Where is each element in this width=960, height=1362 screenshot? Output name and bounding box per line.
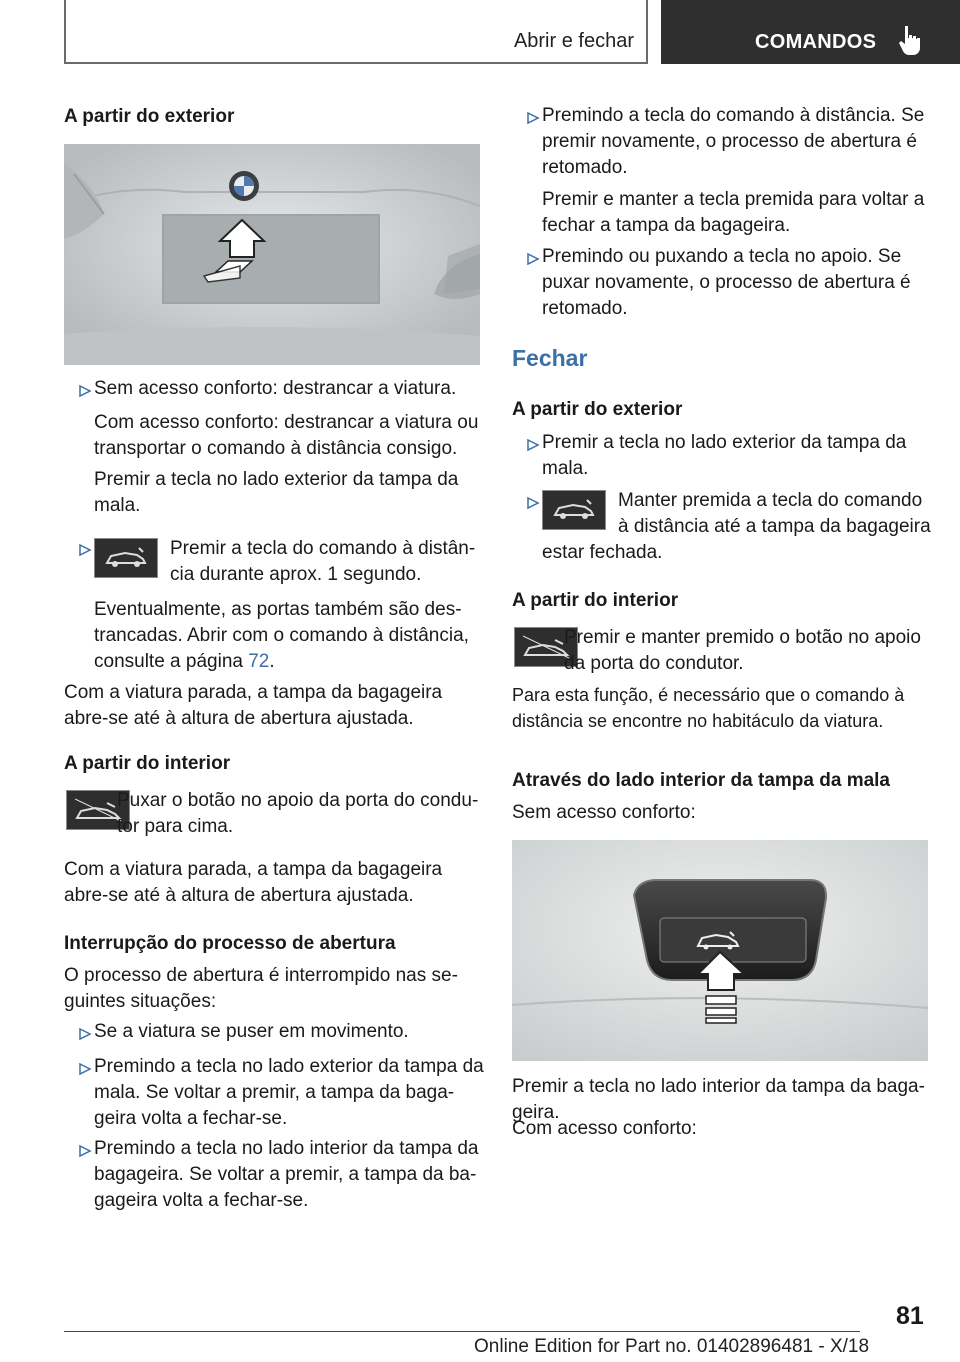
heading-close-from-interior: A partir do interior (512, 590, 679, 611)
footer-edition: Online Edition for Part no. 01402896481 - X/18 (474, 1336, 870, 1357)
car-trunk-remote-key-icon (94, 538, 158, 578)
right-interior-line-1: Premir e manter premido o botão no apoio (564, 627, 921, 648)
triangle-bullet-icon (78, 1062, 92, 1076)
pointing-hand-icon (897, 24, 923, 56)
right-para-1-line-1: Para esta função, é necessário que o comando à (512, 685, 905, 705)
left-para-1-line-1: Com a viatura parada, a tampa da bagageira (64, 682, 443, 703)
left-bullet-1-para-2-line-1: Com acesso conforto: destrancar a viatura ou (94, 412, 479, 433)
left-bullet-4-line-1: Premindo a tecla no lado exterior da tampa da (94, 1056, 484, 1077)
left-bullet-5-line-3: gageira volta a fechar‐se. (94, 1190, 309, 1211)
right-without-comfort-access: Sem acesso conforto: (512, 802, 696, 823)
right-bullet-1-para-2-line-2: fechar a tampa da bagageira. (542, 215, 791, 236)
left-bullet-3-line-1: Se a viatura se puser em movimento. (94, 1021, 409, 1042)
right-bullet-3-line-1: Premir a tecla no lado exterior da tampa da (542, 432, 907, 453)
right-para-2-line-1: Premir a tecla no lado interior da tampa da baga‐ (512, 1076, 925, 1097)
left-bullet-4-line-3: geira volta a fechar‐se. (94, 1108, 288, 1129)
right-bullet-2-line-2: puxar novamente, o processo de abertura é (542, 272, 911, 293)
header-chapter-title: COMANDOS (755, 31, 877, 53)
left-bullet-2-para-2-line-2: trancadas. Abrir com o comando à distância, (94, 625, 469, 646)
interior-lid-photo (512, 840, 928, 1061)
triangle-bullet-icon (526, 111, 540, 125)
right-bullet-1-line-1: Premindo a tecla do comando à distância. Se (542, 105, 925, 126)
left-para-3-line-1: O processo de abertura é interrompido nas se‐ (64, 965, 458, 986)
left-interior-line-2: tor para cima. (117, 816, 234, 837)
right-bullet-1-para-2-line-1: Premir e manter a tecla premida para voltar a (542, 189, 925, 210)
right-bullet-2-line-3: retomado. (542, 298, 628, 319)
page-number: 81 (896, 1302, 924, 1330)
right-para-2-line-2: geira. (512, 1102, 560, 1123)
heading-from-interior: A partir do interior (64, 753, 231, 774)
right-para-1-line-2: distância se encontre no habitáculo da viatura. (512, 711, 884, 731)
left-bullet-4-line-2: mala. Se voltar a premir, a tampa da baga‐ (94, 1082, 455, 1103)
right-bullet-4-line-1: Manter premida a tecla do comando (618, 490, 923, 511)
header-section-title: Abrir e fechar (513, 30, 634, 52)
footer-divider (64, 1331, 860, 1332)
triangle-bullet-icon (78, 384, 92, 398)
left-bullet-1-para-3-line-1: Premir a tecla no lado exterior da tampa da (94, 469, 459, 490)
interior-lid-button-photo (512, 840, 928, 1061)
right-bullet-2-line-1: Premindo ou puxando a tecla no apoio. Se (542, 246, 902, 267)
left-para-2-line-1: Com a viatura parada, a tampa da bagageira (64, 859, 443, 880)
triangle-bullet-icon (526, 438, 540, 452)
left-bullet-1-para-2-line-2: transportar o comando à distância consigo. (94, 438, 458, 459)
car-trunk-remote-key-icon (542, 490, 606, 530)
header-chapter-tab (661, 0, 960, 64)
heading-close: Fechar (512, 345, 588, 371)
right-bullet-4-line-2: à distância até a tampa da bagageira (618, 516, 931, 537)
right-bullet-3-line-2: mala. (542, 458, 589, 479)
left-para-3-line-2: guintes situações: (64, 991, 217, 1012)
rear-lid-photo-with-arrow (64, 144, 480, 365)
triangle-bullet-icon (526, 496, 540, 510)
rear-lid-photo (64, 144, 480, 365)
triangle-bullet-icon (78, 1144, 92, 1158)
left-bullet-2-para-2-line-1: Eventualmente, as portas também são des‐ (94, 599, 462, 620)
left-para-2-line-2: abre‐se até à altura de abertura ajustada. (64, 885, 414, 906)
triangle-bullet-icon (78, 1027, 92, 1041)
heading-close-from-exterior: A partir do exterior (512, 399, 683, 420)
right-bullet-1-line-2: premir novamente, o processo de abertura é (542, 131, 917, 152)
heading-through-interior-lid: Através do lado interior da tampa da mala (512, 770, 890, 791)
left-bullet-1-line-1: Sem acesso conforto: destrancar a viatura. (94, 378, 457, 399)
page-reference-link[interactable]: 72 (248, 651, 270, 672)
left-para-1-line-2: abre‐se até à altura de abertura ajustada. (64, 708, 414, 729)
right-bullet-1-line-3: retomado. (542, 157, 628, 178)
triangle-bullet-icon (78, 543, 92, 557)
left-bullet-2-para-2-line-3: consulte a página 72. (94, 651, 275, 672)
triangle-bullet-icon (526, 252, 540, 266)
left-bullet-5-line-1: Premindo a tecla no lado interior da tampa da (94, 1138, 479, 1159)
heading-from-exterior: A partir do exterior (64, 106, 235, 127)
left-bullet-1-para-3-line-2: mala. (94, 495, 141, 516)
heading-interruption: Interrupção do processo de abertura (64, 933, 396, 954)
right-with-comfort-access: Com acesso conforto: (512, 1118, 697, 1139)
right-interior-line-2: da porta do condutor. (564, 653, 744, 674)
left-bullet-2-line-1: Premir a tecla do comando à distân‐ (170, 538, 476, 559)
left-bullet-5-line-2: bagageira. Se voltar a premir, a tampa da ba‐ (94, 1164, 477, 1185)
header-frame (64, 0, 648, 64)
left-interior-line-1: Puxar o botão no apoio da porta do condu‐ (117, 790, 479, 811)
right-bullet-4-line-3: estar fechada. (542, 542, 663, 563)
left-bullet-2-line-2: cia durante aprox. 1 segundo. (170, 564, 422, 585)
